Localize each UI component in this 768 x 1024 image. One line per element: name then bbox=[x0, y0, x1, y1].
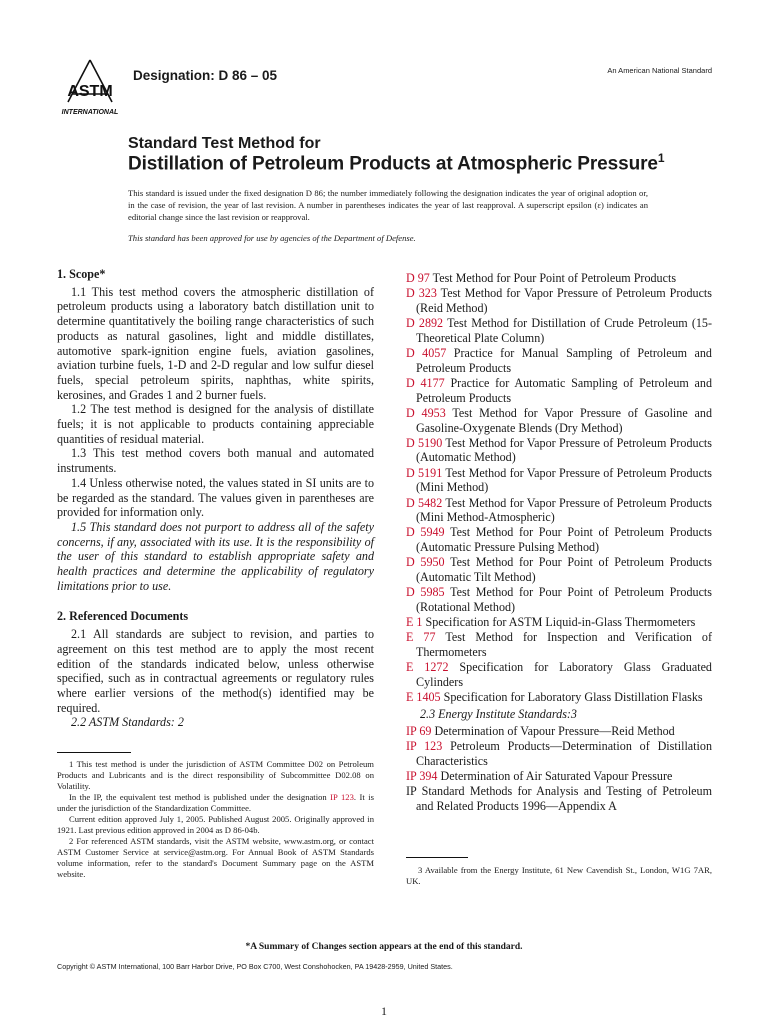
astm-ref-code-link[interactable]: E 1 bbox=[406, 615, 423, 630]
astm-ref-title: Test Method for Vapor Pressure of Gasoline and Gasoline-Oxygenate Blends (Dry Method) bbox=[416, 405, 712, 435]
para-2-1: 2.1 All standards are subject to revision, and parties to agreement on this test method are to apply the most recent edition of the standards indicated below, unless otherwise specified, such as in contractual agreements or regulatory rules where earlier versions of the method(s) identified may be required. bbox=[57, 627, 374, 715]
scope-heading: 1. Scope* bbox=[57, 267, 106, 281]
para-1-5: 1.5 This standard does not purport to address all of the safety concerns, if any, associated with its use. It is the responsibility of the user of this standard to establish appropriate safety and health practices and determine the applicability of regulatory limitations prior to use. bbox=[57, 519, 374, 593]
footnote-1-ip bbox=[57, 792, 374, 814]
astm-ref-code-link[interactable]: E 77 bbox=[406, 630, 436, 645]
astm-ref-code-link[interactable]: E 1405 bbox=[406, 690, 441, 705]
para-1-4: 1.4 Unless otherwise noted, the values stated in SI units are to be regarded as the standard. The values given in parentheses are provided for information only. bbox=[57, 475, 374, 520]
astm-ref-code-link[interactable]: D 4953 bbox=[406, 405, 446, 420]
footnote-3: 3 Available from the Energy Institute, 61 New Cavendish St., London, W1G 7AR, UK. bbox=[406, 865, 712, 886]
astm-ref-title: Test Method for Vapor Pressure of Petroleum Products (Mini Method) bbox=[416, 465, 713, 495]
astm-ref-item bbox=[406, 466, 712, 495]
para-1-2: 1.2 The test method is designed for the analysis of distillate fuels; it is not applicable to products containing appreciable quantities of residual material. bbox=[57, 402, 374, 446]
footnote-rule-right bbox=[406, 857, 468, 858]
astm-ref-code-link[interactable]: D 97 bbox=[406, 271, 430, 285]
astm-ref-item bbox=[406, 436, 712, 465]
astm-ref-code-link[interactable]: D 5191 bbox=[406, 465, 443, 480]
ei-ref-item bbox=[406, 724, 712, 739]
footnote-2: 2 For referenced ASTM standards, visit the ASTM website, www.astm.org, or contact ASTM Customer Service at service@astm.org. For Annual Book of ASTM Standards volume information, refer to the standard's Document Summary page on the ASTM website. bbox=[57, 836, 374, 879]
right-column bbox=[406, 271, 712, 814]
astm-ref-code-link[interactable]: D 2892 bbox=[406, 316, 444, 331]
ip-123-link[interactable]: IP 123 bbox=[330, 792, 354, 802]
footnotes-right bbox=[406, 865, 712, 887]
astm-ref-code-link[interactable]: D 5985 bbox=[406, 585, 445, 600]
astm-ref-title: Specification for ASTM Liquid-in-Glass Thermometers bbox=[425, 615, 696, 630]
left-column bbox=[57, 267, 374, 730]
footnote-rule-left bbox=[57, 752, 131, 753]
ei-ref-title: Determination of Air Saturated Vapour Pressure bbox=[440, 768, 673, 783]
astm-ref-item bbox=[406, 496, 712, 525]
para-1-1: 1.1 This test method covers the atmospheric distillation of petroleum products using a laboratory batch distillation unit to determine quantitatively the boiling range characteristics of such products as natural gasolines, light and middle distillates, automotive spark-ignition engine fuels, aviation gasolines, aviation turbine fuels, 1-D and 2-D regular and low sulfur diesel fuels, special petroleum spirits, naphthas, white spirits, kerosines, and Grades 1 and 2 burner fuels. bbox=[57, 284, 374, 402]
para-2-2: 2.2 ASTM Standards: 2 bbox=[71, 715, 184, 730]
astm-ref-code-link[interactable]: D 4057 bbox=[406, 346, 447, 361]
astm-ref-code-link[interactable]: D 5949 bbox=[406, 525, 445, 540]
ei-ref-code-link[interactable]: IP 123 bbox=[406, 738, 443, 753]
title-line-2 bbox=[128, 151, 664, 175]
astm-ref-title: Specification for Laboratory Glass Distillation Flasks bbox=[443, 690, 703, 705]
referenced-documents-heading: 2. Referenced Documents bbox=[57, 609, 189, 624]
para-2-3: 2.3 Energy Institute Standards:3 bbox=[420, 706, 577, 721]
ei-ref-item bbox=[406, 769, 712, 784]
astm-ref-item bbox=[406, 555, 712, 584]
title-text: Distillation of Petroleum Products at Atmospheric Pressure bbox=[128, 153, 658, 175]
astm-ref-title: Test Method for Vapor Pressure of Petroleum Products (Reid Method) bbox=[416, 286, 713, 315]
ei-ref-code-link[interactable]: IP 69 bbox=[406, 723, 432, 738]
astm-ref-code-link[interactable]: E 1272 bbox=[406, 660, 449, 675]
footnote-1: 1 This test method is under the jurisdiction of ASTM Committee D02 on Petroleum Products and Lubricants and is the direct responsibility of Subcommittee D02.08 on Volatility. bbox=[57, 759, 374, 791]
footnote-1-edition: Current edition approved July 1, 2005. Published August 2005. Originally approved in 1921. Last previous edition approved in 2004 as D 86-04b. bbox=[57, 814, 374, 835]
title-line-1: Standard Test Method for bbox=[128, 135, 321, 152]
approval-note: This standard has been approved for use by agencies of the Department of Defense. bbox=[128, 233, 416, 243]
astm-ref-title: Test Method for Inspection and Verification of Thermometers bbox=[416, 630, 712, 660]
astm-ref-item bbox=[406, 660, 712, 689]
copyright: Copyright © ASTM International, 100 Barr Harbor Drive, PO Box C700, West Conshohocken, PA 19428-2959, United States. bbox=[57, 962, 453, 971]
astm-ref-title: Test Method for Distillation of Crude Petroleum (15-Theoretical Plate Column) bbox=[416, 316, 712, 345]
astm-ref-item bbox=[406, 630, 712, 659]
astm-ref-title: Test Method for Pour Point of Petroleum Products (Automatic Pressure Pulsing Method) bbox=[416, 525, 712, 555]
astm-ref-item bbox=[406, 316, 712, 345]
svg-text:ASTM: ASTM bbox=[67, 83, 113, 100]
ei-ref-title: Determination of Vapour Pressure—Reid Method bbox=[434, 723, 675, 738]
astm-ref-item bbox=[406, 690, 712, 705]
astm-ref-item bbox=[406, 286, 712, 315]
astm-reference-list bbox=[406, 271, 712, 705]
summary-of-changes-note: *A Summary of Changes section appears at the end of this standard. bbox=[245, 942, 523, 952]
astm-ref-item bbox=[406, 406, 712, 435]
astm-ref-title: Practice for Automatic Sampling of Petroleum and Petroleum Products bbox=[416, 375, 712, 405]
astm-ref-item bbox=[406, 346, 712, 375]
ei-ref-item bbox=[406, 739, 712, 768]
page-number: 1 bbox=[381, 1004, 387, 1018]
svg-text:INTERNATIONAL: INTERNATIONAL bbox=[61, 109, 119, 116]
ei-ref-title: Petroleum Products—Determination of Distillation Characteristics bbox=[416, 738, 712, 768]
footnote-1-ip-text-end: . It is under the jurisdiction of the Standardization Committee. bbox=[57, 792, 374, 813]
astm-ref-code-link[interactable]: D 5482 bbox=[406, 495, 443, 510]
ei-reference-list bbox=[406, 724, 712, 784]
astm-ref-title: Practice for Manual Sampling of Petroleum and Petroleum Products bbox=[416, 346, 712, 375]
astm-ref-title: Test Method for Pour Point of Petroleum Products (Automatic Tilt Method) bbox=[416, 555, 712, 585]
astm-ref-item bbox=[406, 271, 712, 286]
ip-standard-ref bbox=[406, 784, 712, 813]
astm-ref-item bbox=[406, 615, 712, 630]
designation: Designation: D 86 – 05 bbox=[133, 68, 278, 83]
astm-ref-title: Test Method for Pour Point of Petroleum Products (Rotational Method) bbox=[416, 585, 712, 614]
astm-ref-item bbox=[406, 376, 712, 405]
footnote-1-ip-text: In the IP, the equivalent test method is published under the designation bbox=[69, 792, 331, 802]
ip-standard-code: IP bbox=[406, 783, 417, 798]
astm-ref-item bbox=[406, 585, 712, 614]
astm-ref-title: Test Method for Pour Point of Petroleum Products bbox=[432, 271, 677, 285]
ip-standard-text: Standard Methods for Analysis and Testing of Petroleum and Related Products 1996—Appendix A bbox=[416, 783, 713, 813]
astm-ref-item bbox=[406, 525, 712, 554]
issuance-note: This standard is issued under the fixed designation D 86; the number immediately following the designation indicates the year of original adoption or, in the case of revision, the year of last revision. A number in parentheses indicates the year of last reapproval. A superscript epsilon (ε) indicates an editorial change since the last revision or reapproval. bbox=[128, 188, 648, 222]
astm-ref-title: Specification for Laboratory Glass Graduated Cylinders bbox=[416, 660, 712, 689]
astm-ref-code-link[interactable]: D 323 bbox=[406, 286, 437, 301]
astm-ref-title: Test Method for Vapor Pressure of Petroleum Products (Automatic Method) bbox=[416, 435, 713, 465]
astm-ref-code-link[interactable]: D 5190 bbox=[406, 435, 443, 450]
astm-logo bbox=[58, 56, 122, 120]
ei-ref-code-link[interactable]: IP 394 bbox=[406, 768, 438, 783]
para-1-3: 1.3 This test method covers both manual and automated instruments. bbox=[57, 446, 374, 476]
footnotes-left bbox=[57, 759, 374, 880]
national-standard-label: An American National Standard bbox=[607, 66, 712, 75]
astm-ref-title: Test Method for Vapor Pressure of Petroleum Products (Mini Method-Atmospheric) bbox=[416, 495, 713, 525]
astm-ref-code-link[interactable]: D 5950 bbox=[406, 555, 445, 570]
astm-ref-code-link[interactable]: D 4177 bbox=[406, 375, 445, 390]
title-footnote-mark: 1 bbox=[657, 151, 665, 165]
